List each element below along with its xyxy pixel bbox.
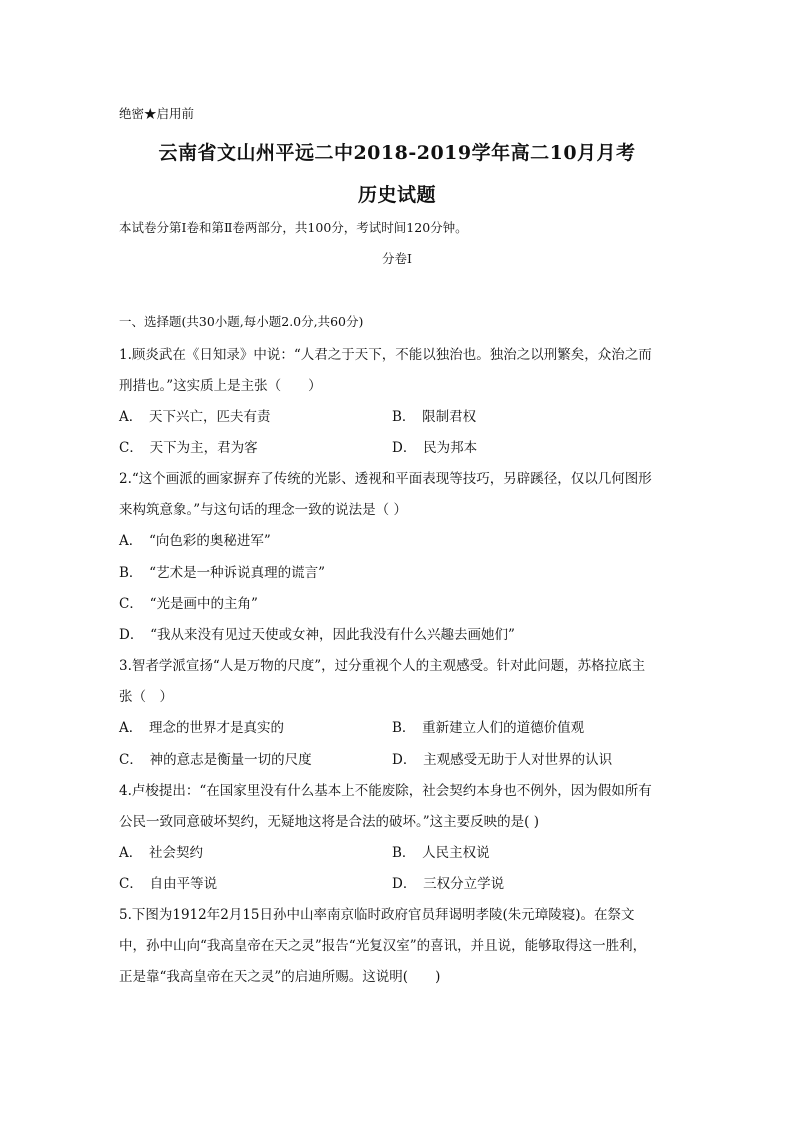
exam-title: 云南省文山州平远二中2018-2019学年高二10月月考 (158, 142, 636, 164)
question-4-line-1: 4.卢梭提出：“在国家里没有什么基本上不能废除，社会契约本身也不例外，因为假如所有 (119, 783, 652, 799)
section-heading: 一、选择题(共30小题,每小题2.0分,共60分) (119, 314, 364, 329)
question-1-option-d: D． 民为邦本 (392, 440, 478, 456)
question-1-line-2: 刑措也。”这实质上是主张（ ） (119, 378, 322, 394)
question-4-option-c: C． 自由平等说 (119, 876, 218, 892)
confidential-label: 绝密★启用前 (119, 106, 195, 121)
question-3-line-1: 3.智者学派宣扬“人是万物的尺度”，过分重视个人的主观感受。针对此问题，苏格拉底主 (119, 658, 646, 674)
exam-intro: 本试卷分第Ⅰ卷和第Ⅱ卷两部分，共100分，考试时间120分钟。 (119, 220, 468, 235)
question-5-line-2: 中，孙中山向“我高皇帝在天之灵”报告“光复汉室”的喜讯，并且说，能够取得这一胜利， (119, 938, 647, 954)
question-1-option-a: A． 天下兴亡，匹夫有责 (119, 409, 271, 425)
exam-subtitle: 历史试题 (357, 184, 436, 206)
question-1-line-1: 1.顾炎武在《日知录》中说：“人君之于天下，不能以独治也。独治之以刑繁矣，众治之而 (119, 347, 652, 363)
volume-label: 分卷I (382, 251, 412, 266)
question-3-option-b: B． 重新建立人们的道德价值观 (392, 720, 585, 736)
question-4-option-b: B． 人民主权说 (392, 845, 490, 861)
question-3-option-a: A． 理念的世界才是真实的 (119, 720, 284, 736)
question-4-option-a: A． 社会契约 (119, 845, 203, 861)
question-2-option-b: B． “艺术是一种诉说真理的谎言” (119, 565, 325, 581)
question-2-option-d: D． “我从来没有见过天使或女神，因此我没有什么兴趣去画她们” (119, 627, 515, 643)
question-2-option-a: A． “向色彩的奥秘进军” (119, 533, 271, 549)
question-3-option-c: C． 神的意志是衡量一切的尺度 (119, 752, 312, 768)
question-4-line-2: 公民一致同意破坏契约，无疑地这将是合法的破坏。”这主要反映的是( ) (119, 814, 539, 830)
question-3-line-2: 张（ ） (119, 689, 173, 705)
question-1-option-b: B． 限制君权 (392, 409, 477, 425)
question-2-line-1: 2.“这个画派的画家摒弃了传统的光影、透视和平面表现等技巧，另辟蹊径，仅以几何图形 (119, 471, 652, 487)
question-2-line-2: 来构筑意象。”与这句话的理念一致的说法是（ ） (119, 502, 407, 518)
question-1-option-c: C． 天下为主，君为客 (119, 440, 258, 456)
question-2-option-c: C． “光是画中的主角” (119, 596, 258, 612)
question-4-option-d: D． 三权分立学说 (392, 876, 505, 892)
question-5-line-3: 正是靠“我高皇帝在天之灵”的启迪所赐。这说明( ) (119, 969, 441, 985)
question-5-line-1: 5.下图为1912年2月15日孙中山率南京临时政府官员拜谒明孝陵(朱元璋陵寝)。在祭文 (119, 907, 635, 923)
question-3-option-d: D． 主观感受无助于人对世界的认识 (392, 752, 613, 768)
